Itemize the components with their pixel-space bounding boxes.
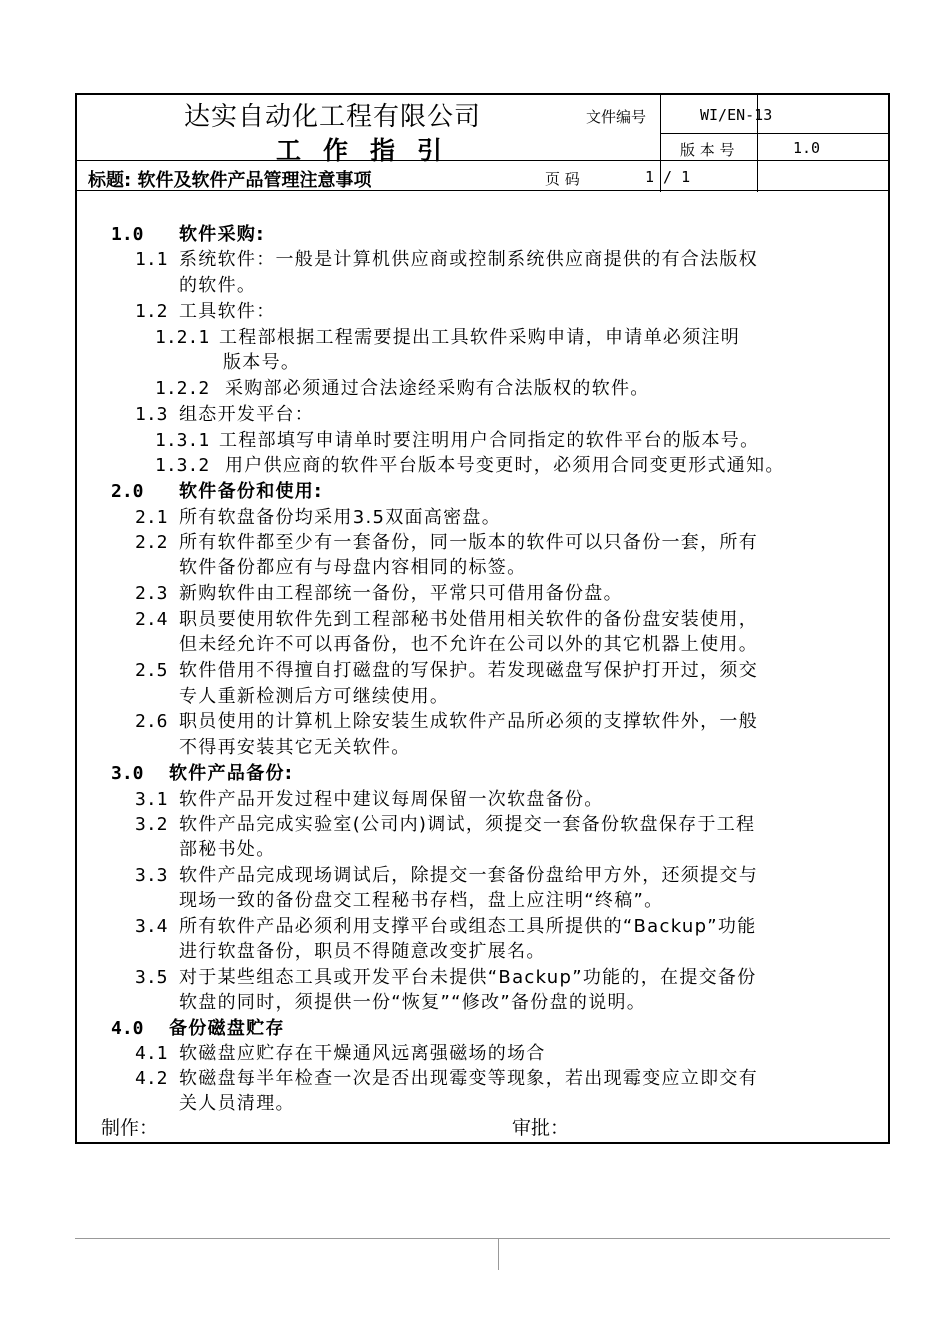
- page-label: 页 码: [545, 170, 580, 188]
- list-item-cont: 的软件。: [179, 275, 257, 296]
- list-item-cont: 但未经允许不可以再备份，也不允许在公司以外的其它机器上使用。: [179, 634, 758, 655]
- list-item: 2.2 所有软件都至少有一套备份，同一版本的软件可以只备份一套，所有: [135, 532, 758, 553]
- section-heading: 2.0 软件备份和使用:: [111, 481, 323, 502]
- section-heading: 4.0 备份磁盘贮存: [111, 1018, 285, 1039]
- list-item: 1.3 组态开发平台：: [135, 404, 315, 425]
- list-item: 3.4 所有软件产品必须利用支撑平台或组态工具所提供的“Backup”功能: [135, 916, 757, 937]
- section-heading: 1.0 软件采购:: [111, 224, 265, 245]
- list-item: 3.3 软件产品完成现场调试后，除提交一套备份盘给甲方外，还须提交与: [135, 865, 758, 886]
- approved-by-label: 审批：: [512, 1117, 570, 1139]
- subject-title: 标题: 软件及软件产品管理注意事项: [88, 170, 372, 191]
- header-divider: [75, 160, 890, 161]
- prepared-by-label: 制作：: [101, 1117, 159, 1139]
- list-item-cont: 版本号。: [223, 352, 301, 373]
- list-item: 1.2 工具软件：: [135, 301, 276, 322]
- list-item: 2.3 新购软件由工程部统一备份，平常只可借用备份盘。: [135, 583, 623, 604]
- list-item-cont: 进行软盘备份，职员不得随意改变扩展名。: [179, 941, 546, 962]
- version-label: 版 本 号: [680, 141, 735, 159]
- list-item: 2.4 职员要使用软件先到工程部秘书处借用相关软件的备份盘安装使用，: [135, 609, 758, 630]
- list-item-cont: 部秘书处。: [179, 839, 276, 860]
- company-name: 达实自动化工程有限公司: [184, 102, 482, 132]
- list-item: 4.2 软磁盘每半年检查一次是否出现霉变等现象，若出现霉变应立即交有: [135, 1068, 758, 1089]
- version-value: 1.0: [793, 139, 821, 157]
- list-item: 1.2.2 采购部必须通过合法途经采购有合法版权的软件。: [155, 378, 650, 399]
- doc-type-title: 工作指引: [276, 136, 465, 165]
- list-item-cont: 专人重新检测后方可继续使用。: [179, 686, 450, 707]
- list-item: 2.1 所有软盘备份均采用3.5双面高密盘。: [135, 507, 502, 528]
- list-item: 3.1 软件产品开发过程中建议每周保留一次软盘备份。: [135, 789, 604, 810]
- list-item: 1.3.2 用户供应商的软件平台版本号变更时，必须用合同变更形式通知。: [155, 455, 785, 476]
- list-item-cont: 关人员清理。: [179, 1093, 295, 1114]
- list-item-cont: 现场一致的备份盘交工程秘书存档，盘上应注明“终稿”。: [179, 890, 664, 911]
- list-item: 4.1 软磁盘应贮存在干燥通风远离强磁场的场合: [135, 1043, 546, 1064]
- meta-divider-1: [660, 133, 890, 134]
- list-item-cont: 软盘的同时，须提供一份“恢复”“修改”备份盘的说明。: [179, 992, 647, 1013]
- section-heading: 3.0 软件产品备份:: [111, 763, 294, 784]
- doc-no-value: WI/EN-13: [700, 106, 773, 124]
- list-item-cont: 不得再安装其它无关软件。: [179, 737, 411, 758]
- doc-no-label: 文件编号: [586, 108, 647, 126]
- list-item: 2.6 职员使用的计算机上除安装生成软件产品所必须的支撑软件外，一般: [135, 711, 758, 732]
- list-item: 2.5 软件借用不得擅自打磁盘的写保护。若发现磁盘写保护打开过，须交: [135, 660, 758, 681]
- list-item: 3.2 软件产品完成实验室(公司内)调试，须提交一套备份软盘保存于工程: [135, 814, 756, 835]
- page-bottom-divider: [498, 1238, 499, 1270]
- page-bottom-rule: [75, 1238, 890, 1239]
- list-item: 1.2.1 工程部根据工程需要提出工具软件采购申请，申请单必须注明: [155, 327, 741, 348]
- list-item-cont: 软件备份都应有与母盘内容相同的标签。: [179, 557, 527, 578]
- list-item: 1.1 系统软件：一般是计算机供应商或控制系统供应商提供的有合法版权: [135, 249, 758, 270]
- list-item: 1.3.1 工程部填写申请单时要注明用户合同指定的软件平台的版本号。: [155, 430, 760, 451]
- page-value: 1 / 1: [645, 168, 691, 186]
- list-item: 3.5 对于某些组态工具或开发平台未提供“Backup”功能的，在提交备份: [135, 967, 757, 988]
